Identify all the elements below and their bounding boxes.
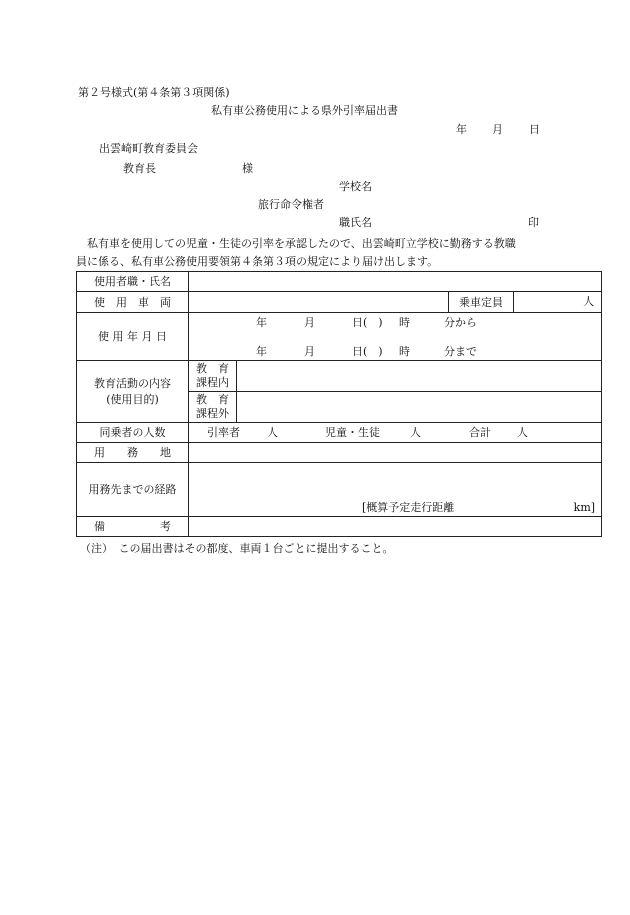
curricular-label-line2: 課程内 bbox=[196, 376, 229, 389]
capacity-field[interactable] bbox=[514, 292, 602, 313]
addressee-org: 出雲崎町教育委員会 bbox=[99, 142, 198, 155]
date-month: 月 bbox=[492, 123, 503, 136]
vehicle-field[interactable] bbox=[189, 292, 449, 313]
position-name-label: 職氏名 bbox=[339, 216, 372, 229]
user-field[interactable] bbox=[189, 272, 602, 292]
extracurricular-field[interactable] bbox=[237, 392, 602, 423]
date-year: 年 bbox=[456, 123, 467, 136]
passengers-label: 同乗者の人数 bbox=[77, 423, 189, 443]
student-label: 児童・生徒 bbox=[325, 426, 380, 439]
school-label: 学校名 bbox=[339, 180, 372, 193]
to-year: 年 bbox=[256, 345, 267, 358]
date-day: 日 bbox=[529, 123, 540, 136]
student-unit: 人 bbox=[410, 426, 421, 439]
destination-label: 用 務 地 bbox=[77, 443, 189, 463]
destination-field[interactable] bbox=[189, 443, 602, 463]
document-title: 私有車公務使用による県外引率届出書 bbox=[211, 104, 398, 117]
curricular-label bbox=[189, 361, 237, 392]
statement-line-2: 員に係る、私有車公務使用要領第４条第３項の規定により届け出します。 bbox=[76, 255, 439, 268]
remarks-field[interactable] bbox=[189, 517, 602, 537]
from-hour: 時 bbox=[399, 316, 410, 329]
total-unit: 人 bbox=[517, 426, 528, 439]
form-number: 第２号様式(第４条第３項関係) bbox=[78, 86, 230, 99]
date-field[interactable] bbox=[189, 313, 602, 361]
to-hour: 時 bbox=[399, 345, 410, 358]
statement-line-1: 私有車を使用しての児童・生徒の引率を承認したので、出雲崎町立学校に勤務する教職 bbox=[87, 237, 516, 250]
addressee-honorific: 様 bbox=[242, 162, 253, 175]
date-label: 使 用 年 月 日 bbox=[77, 313, 189, 361]
orderer-label: 旅行命令権者 bbox=[258, 198, 324, 211]
leader-unit: 人 bbox=[267, 426, 278, 439]
distance-unit: km] bbox=[573, 501, 596, 514]
leader-label: 引率者 bbox=[207, 426, 240, 439]
distance-label: [概算予定走行距離 bbox=[362, 501, 455, 514]
activity-label bbox=[77, 361, 189, 423]
addressee-title: 教育長 bbox=[123, 162, 156, 175]
user-label: 使用者職・氏名 bbox=[77, 272, 189, 292]
from-day: 日( ) bbox=[352, 316, 383, 329]
to-day: 日( ) bbox=[352, 345, 383, 358]
seal-mark: 印 bbox=[528, 216, 539, 229]
route-field[interactable] bbox=[189, 463, 602, 517]
activity-label-line1: 教育活動の内容 bbox=[94, 377, 171, 390]
footer-note: （注） この届出書はその都度、車両１台ごとに提出すること。 bbox=[80, 542, 394, 555]
passengers-field[interactable] bbox=[189, 423, 602, 443]
activity-label-line2: (使用目的) bbox=[106, 393, 159, 406]
remarks-label: 備 考 bbox=[77, 517, 189, 537]
curricular-label-line1: 教 育 bbox=[196, 362, 229, 375]
to-minute: 分まで bbox=[444, 345, 477, 358]
capacity-label: 乗車定員 bbox=[449, 292, 514, 313]
from-year: 年 bbox=[256, 316, 267, 329]
capacity-unit: 人 bbox=[583, 295, 595, 308]
extracurricular-label-line2: 課程外 bbox=[196, 407, 229, 420]
total-label: 合計 bbox=[469, 426, 491, 439]
vehicle-label: 使 用 車 両 bbox=[77, 292, 189, 313]
extracurricular-label bbox=[189, 392, 237, 423]
route-label: 用務先までの経路 bbox=[77, 463, 189, 517]
curricular-field[interactable] bbox=[237, 361, 602, 392]
from-minute: 分から bbox=[444, 316, 477, 329]
extracurricular-label-line1: 教 育 bbox=[196, 393, 229, 406]
form-table bbox=[76, 271, 602, 537]
from-month: 月 bbox=[304, 316, 315, 329]
to-month: 月 bbox=[304, 345, 315, 358]
